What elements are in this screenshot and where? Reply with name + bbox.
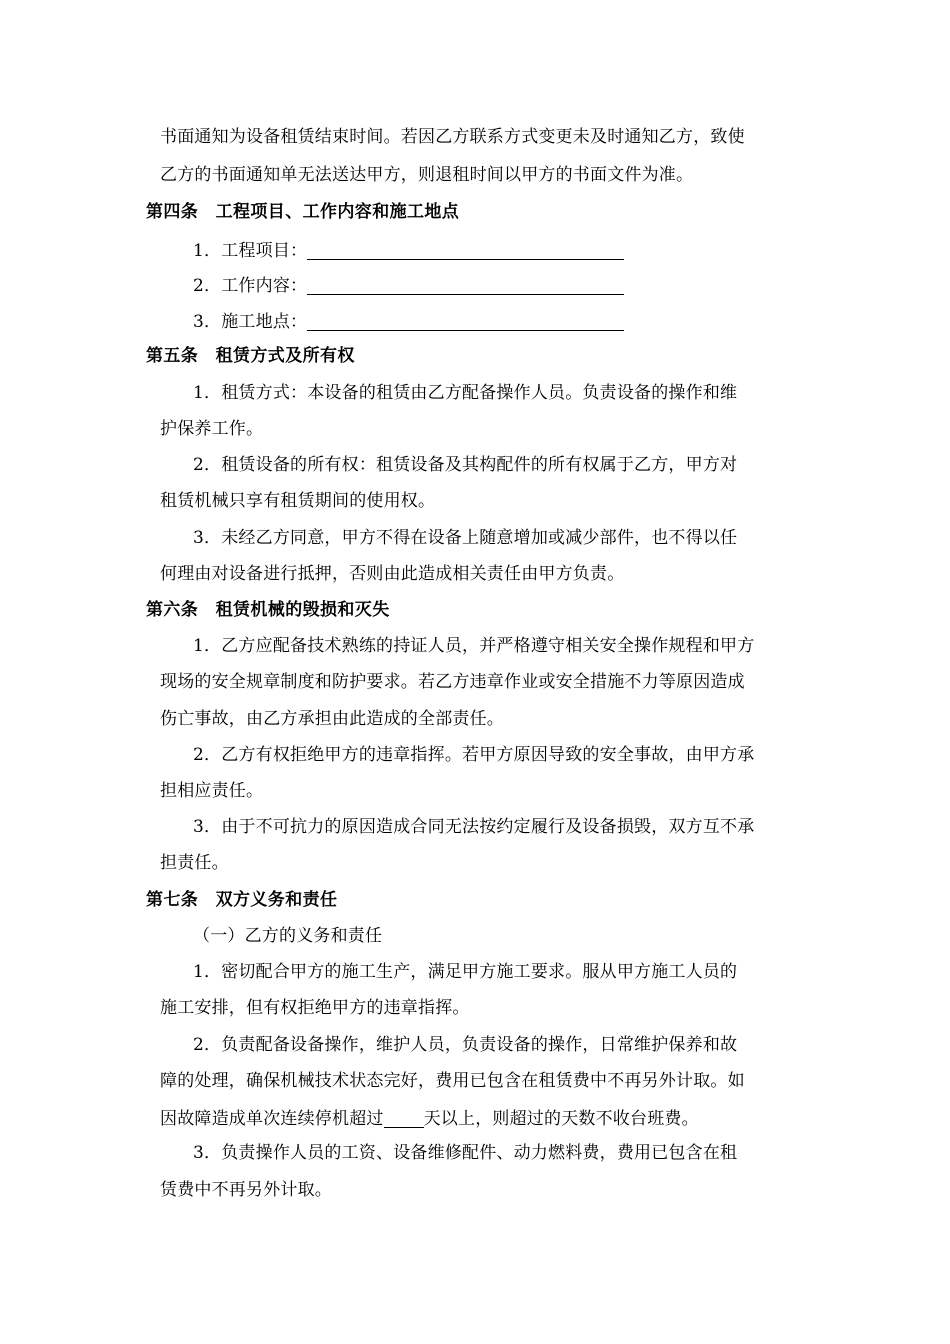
paragraph-line: 现场的安全规章制度和防护要求。若乙方违章作业或安全措施不力等原因造成 [160, 672, 745, 692]
paragraph-line: 障的处理，确保机械技术状态完好，费用已包含在租赁费中不再另外计取。如 [160, 1071, 745, 1091]
paragraph-line: 伤亡事故，由乙方承担由此造成的全部责任。 [160, 709, 504, 729]
article-4-item-3 [193, 308, 624, 334]
paragraph-line: 施工安排，但有权拒绝甲方的违章指挥。 [160, 998, 470, 1018]
article-4-item-1 [193, 237, 624, 263]
item-label: 1．工程项目： [193, 241, 308, 261]
paragraph-line: 担责任。 [160, 853, 229, 873]
paragraph-line: 3．负责操作人员的工资、设备维修配件、动力燃料费，费用已包含在租 [193, 1143, 738, 1163]
article-4-heading: 第四条 工程项目、工作内容和施工地点 [146, 202, 460, 222]
paragraph-line: 2．乙方有权拒绝甲方的违章指挥。若甲方原因导致的安全事故，由甲方承 [193, 745, 755, 765]
days-blank[interactable] [384, 1109, 424, 1128]
fill-in-blank[interactable] [307, 241, 624, 260]
item-label: 3．施工地点： [193, 312, 308, 332]
paragraph-line: 3．由于不可抗力的原因造成合同无法按约定履行及设备损毁，双方互不承 [193, 817, 755, 837]
paragraph-line: 3．未经乙方同意，甲方不得在设备上随意增加或减少部件，也不得以任 [193, 528, 738, 548]
paragraph-line: 乙方的书面通知单无法送达甲方，则退租时间以甲方的书面文件为准。 [160, 165, 694, 185]
paragraph-line: 2．租赁设备的所有权：租赁设备及其构配件的所有权属于乙方，甲方对 [193, 455, 738, 475]
paragraph-line: 何理由对设备进行抵押，否则由此造成相关责任由甲方负责。 [160, 564, 625, 584]
paragraph-line: 赁费中不再另外计取。 [160, 1180, 332, 1200]
fill-in-blank[interactable] [307, 312, 624, 331]
paragraph-line: 租赁机械只享有租赁期间的使用权。 [160, 491, 436, 511]
paragraph-line: 2．负责配备设备操作，维护人员，负责设备的操作，日常维护保养和故 [193, 1035, 738, 1055]
article-6-heading: 第六条 租赁机械的毁损和灭失 [146, 600, 390, 620]
text-before-blank: 因故障造成单次连续停机超过 [160, 1109, 384, 1129]
paragraph-line [160, 1105, 699, 1131]
paragraph-line: 1．密切配合甲方的施工生产，满足甲方施工要求。服从甲方施工人员的 [193, 962, 738, 982]
text-after-blank: 天以上，则超过的天数不收台班费。 [423, 1109, 699, 1129]
section-heading: （一）乙方的义务和责任 [193, 926, 383, 946]
article-4-item-2 [193, 272, 624, 298]
paragraph-line: 护保养工作。 [160, 419, 264, 439]
fill-in-blank[interactable] [307, 276, 624, 295]
paragraph-line: 1．租赁方式：本设备的租赁由乙方配备操作人员。负责设备的操作和维 [193, 383, 738, 403]
paragraph-line: 1．乙方应配备技术熟练的持证人员，并严格遵守相关安全操作规程和甲方 [193, 636, 755, 656]
paragraph-line: 书面通知为设备租赁结束时间。若因乙方联系方式变更未及时通知乙方，致使 [160, 127, 745, 147]
article-7-heading: 第七条 双方义务和责任 [146, 890, 338, 910]
paragraph-line: 担相应责任。 [160, 781, 264, 801]
item-label: 2．工作内容： [193, 276, 308, 296]
article-5-heading: 第五条 租赁方式及所有权 [146, 346, 355, 366]
